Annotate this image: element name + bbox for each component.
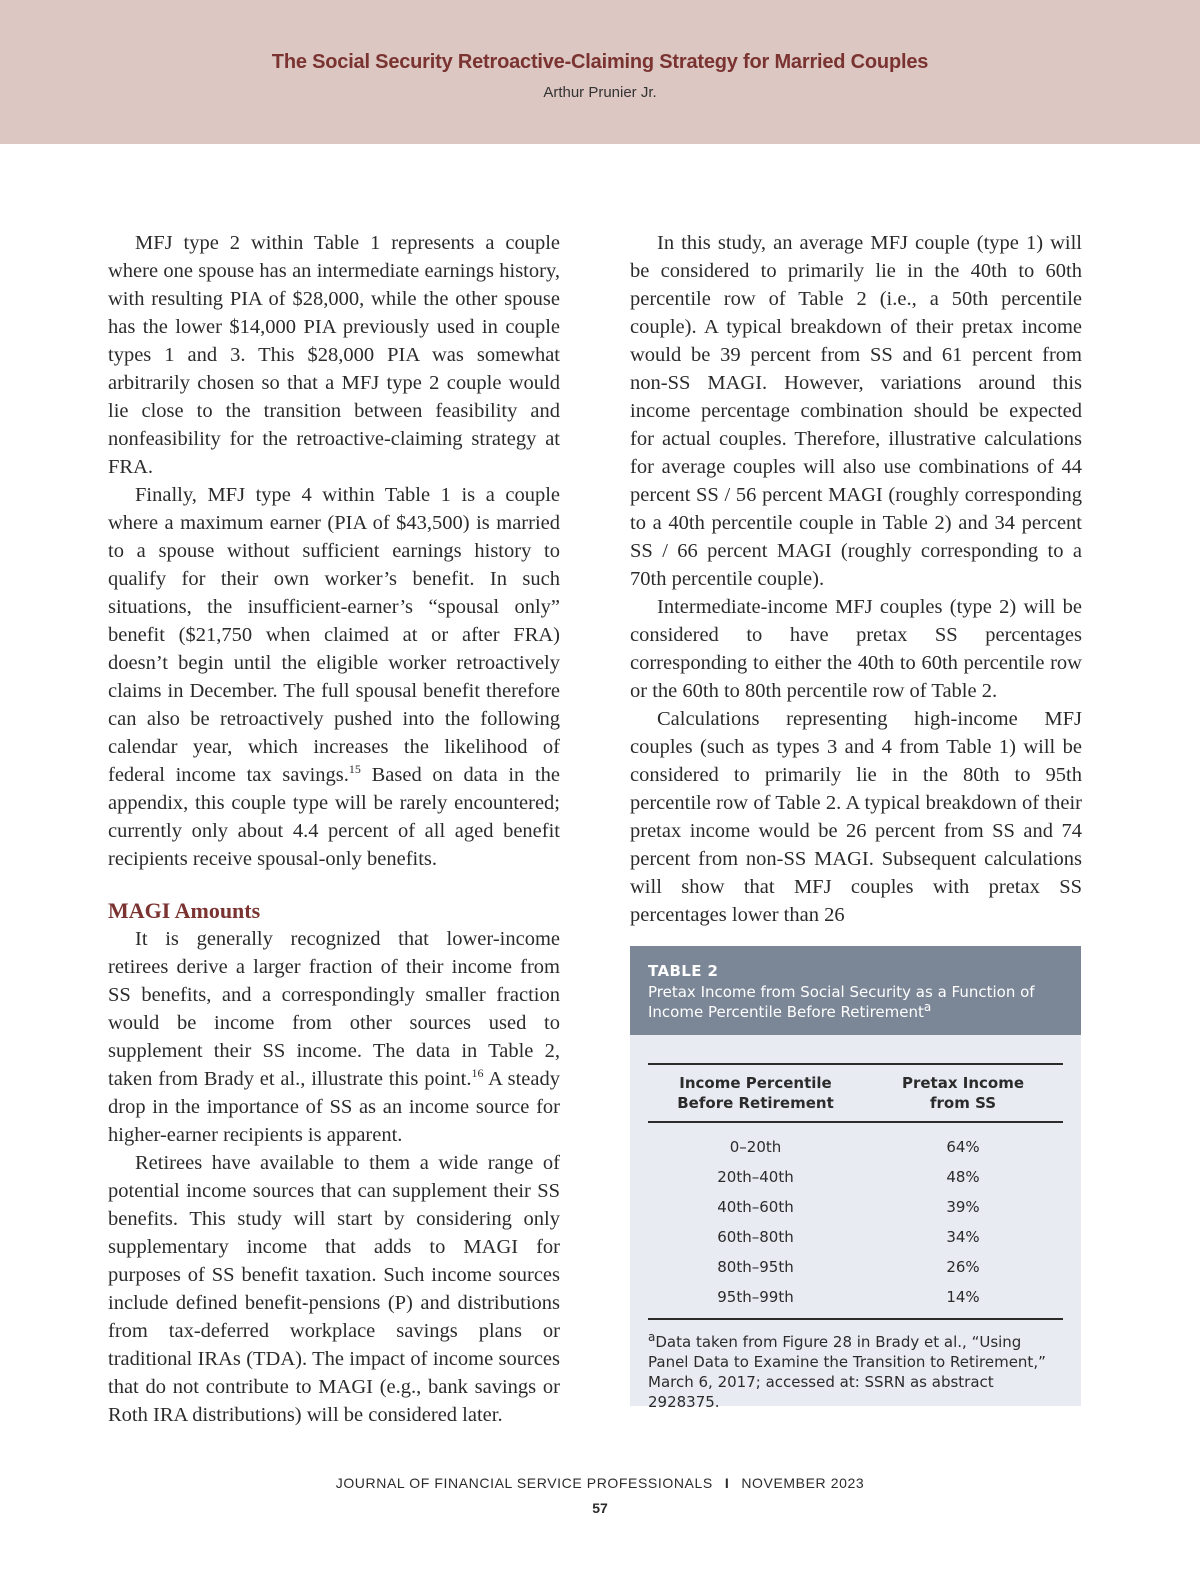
section-heading: MAGI Amounts <box>108 898 261 923</box>
cell-percentile: 40th–60th <box>717 1198 794 1216</box>
cell-share: 34% <box>946 1228 980 1246</box>
cell-percentile: 95th–99th <box>717 1288 794 1306</box>
issue-date: NOVEMBER 2023 <box>741 1475 865 1491</box>
table-row <box>648 1222 1063 1252</box>
cell-share: 26% <box>946 1258 980 1276</box>
paragraph: It is generally recognized that lower-income retirees derive a larger fraction of their income from SS benefits, and a correspondingly smaller fraction would be income from other sources used to supplement their SS income. The data in Table 2, taken from Brady et al., illustrate this point.$^{16}$ A steady drop in the importance of SS as an income source for higher-earner recipients is apparent. <box>108 928 561 1146</box>
cell-share: 64% <box>946 1138 980 1156</box>
column-header-income: Pretax Income from SS <box>901 1074 1024 1112</box>
table-body <box>648 1063 1063 1412</box>
footnote-ref[interactable]: 16 <box>471 1066 484 1081</box>
right-column <box>630 229 1082 929</box>
footer-separator: I <box>724 1475 730 1491</box>
cell-percentile: 0–20th <box>729 1138 782 1156</box>
header-band <box>0 0 1200 144</box>
footnote-ref[interactable]: 15 <box>348 762 361 777</box>
paragraph: MFJ type 2 within Table 1 represents a couple where one spouse has an intermediate earnings history, with resulting PIA of $28,000, while the other spouse has the lower $14,000 PIA previously used in couple types 1 and 3. This $28,000 PIA was somewhat arbitrarily chosen so that a MFJ type 2 couple would lie close to the transition between feasibility and nonfeasibility for the retroactive-claiming strategy at FRA. <box>108 232 560 478</box>
table-row <box>648 1132 1063 1162</box>
cell-percentile: 80th–95th <box>717 1258 794 1276</box>
paragraph: Calculations representing high-income MFJ couples (such as types 3 and 4 from Table 1) will be considered to primarily lie in the 80th to 95th percentile row of Table 2. A typical breakdown of their pretax income would be 26 percent from SS and 74 percent from non-SS MAGI. Subsequent calculations will show that MFJ couples with pretax SS percentages lower than 26 <box>630 708 1082 926</box>
article-title: The Social Security Retroactive-Claiming Strategy for Married Couples <box>271 51 929 73</box>
cell-percentile: 60th–80th <box>717 1228 794 1246</box>
cell-share: 48% <box>946 1168 980 1186</box>
table-row <box>648 1162 1063 1192</box>
cell-percentile: 20th–40th <box>717 1168 794 1186</box>
table-header <box>630 946 1081 1035</box>
paragraph: Retirees have available to them a wide range of potential income sources that can supplement their SS benefits. This study will start by considering only supplementary income that adds to MAGI for purposes of SS benefit taxation. Such income sources include defined benefit-pensions (P) and distributions from tax-deferred workplace savings plans or traditional IRAs (TDA). The impact of income sources that do not contribute to MAGI (e.g., bank savings or Roth IRA distributions) will be considered later. <box>108 1152 560 1426</box>
article-author: Arthur Prunier Jr. <box>543 84 657 101</box>
column-header-percentile: Income Percentile Before Retirement <box>677 1074 834 1112</box>
table-row <box>648 1252 1063 1282</box>
table-row <box>648 1192 1063 1222</box>
table-label: TABLE 2 <box>648 962 719 980</box>
paragraph: In this study, an average MFJ couple (type 1) will be considered to primarily lie in the 40th to 60th percentile row of Table 2 (i.e., a 50th percentile couple). A typical breakdown of their pretax income would be 39 percent from SS and 61 percent from non-SS MAGI. However, variations around this income percentage combination should be expected for actual couples. Therefore, illustrative calculations for average couples will also use combinations of 44 percent SS / 56 percent MAGI (roughly corresponding to a 40th percentile couple in Table 2) and 34 percent SS / 66 percent MAGI (roughly corresponding to a 70th percentile couple). <box>630 232 1082 590</box>
cell-share: 39% <box>946 1198 980 1216</box>
journal-name: JOURNAL OF FINANCIAL SERVICE PROFESSIONALS <box>335 1475 713 1491</box>
cell-share: 14% <box>946 1288 980 1306</box>
table-caption: Pretax Income from Social Security as a Function of Income Percentile Before Retirement$^a$ <box>648 983 1035 1021</box>
table-row <box>648 1282 1063 1312</box>
paragraph: Finally, MFJ type 4 within Table 1 is a couple where a maximum earner (PIA of $43,500) is married to a spouse without sufficient earnings history to qualify for their own worker’s benefit. In such situations, the insufficient-earner’s “spousal only” benefit ($21,750 when claimed at or after FRA) doesn’t begin until the eligible worker retroactively claims in December. The full spousal benefit therefore can also be retroactively pushed into the following calendar year, which increases the likelihood of federal income tax savings.$^{15}$ Based on data in the appendix, this couple type will be rarely encountered; currently only about 4.4 percent of all aged benefit recipients receive spousal-only benefits. <box>108 484 561 870</box>
left-column <box>108 229 560 1429</box>
page-number: 57 <box>592 1500 608 1516</box>
table-2 <box>630 946 1081 1411</box>
table-column-headers <box>648 1065 1063 1121</box>
table-footnote: $^a$Data taken from Figure 28 in Brady et al., “Using Panel Data to Examine the Transition to Retirement,” March 6, 2017; accessed at: SSRN as abstract 2928375. <box>648 1330 1046 1411</box>
journal-footer <box>0 1475 1200 1491</box>
paragraph: Intermediate-income MFJ couples (type 2) will be considered to have pretax SS percentages corresponding to either the 40th to 60th percentile row or the 60th to 80th percentile row of Table 2. <box>630 596 1082 702</box>
